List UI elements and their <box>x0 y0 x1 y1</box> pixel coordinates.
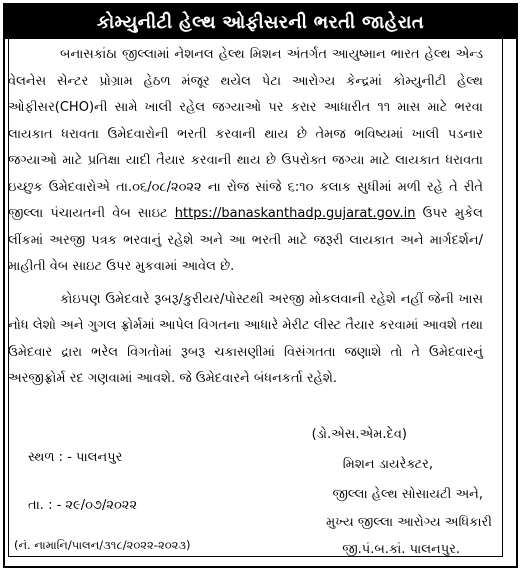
signatory-office: મુખ્ય જીલ્લા આરોગ્ય અધિકારી <box>326 515 492 530</box>
date-line: તા. : - ૨૯/૦૭/૨૦૨૨ <box>28 498 138 513</box>
paragraph-2: કોઇપણ ઉમેદવારે રૂબરૂ/કુરીયર/પોસ્ટથી અરજી મોકલવાની રહેશે નહીં જેની ખાસ નોધ લેશો અને ગુગલ ફ્રોર્મમાં આપેલ વિગતના આધારે મેરીટ લીસ્ટ તૈયાર કરવામાં આવશે તથા ઉમેદવાર દ્રારા ભરેલ વિગતોમાં રૂબરૂ ચકાસણીમાં વિસંગતતા જણાશે તો તે ઉમેદવારનું અરજીફ્રોર્મ રદ ગણવામાં આવશે. જે ઉમેદવારને બંધનકર્તા રહેશે. <box>8 291 483 386</box>
signatory-society: જીલ્લા હેલ્થ સોસાયટી અને, <box>332 487 483 502</box>
notice-title: કોમ્યુનીટી હેલ્થ ઓફીસરની ભરતી જાહેરાત <box>5 5 516 39</box>
paragraph-1-text: બનાસકાંઠા જીલ્લામાં નેશનલ હેલ્થ મિશન અંતર્ગત આયુષ્માન ભારત હેલ્થ એન્ડ વેલનેસ સેન્ટર પ્રોગ્રામ હેઠળ મંજૂર થયેલ પેટા આરોગ્ય કેન્દ્રમાં કોમ્યુનીટી હેલ્થ ઓફીસર(CHO)ની સામે ખાલી રહેલ જગ્યાઓ પર કરાર આધારીત ૧૧ માસ માટે ભરવા લાયકાત ધરાવતા ઉમેદવારોની ભરતી કરવાની થાય છે તેમજ ભવિષ્યમાં ખાલી પડનાર જગ્યાઓ માટે પ્રતિક્ષા યાદી તૈયાર કરવાની થાય છે ઉપરોક્ત જગ્યા માટે લાયકાત ધરાવતા ઇચ્છુક ઉમેદવારોએ તા.૦૬/૦૮/૨૦૨૨ ના રોજ સાંજે ૬:૧૦ કલાક સુધીમાં મળી રહે તે રીતે જીલ્લા પંચાયતની વેબ સાઇટ <box>8 47 483 221</box>
reference-number: (નં. નામાનિ/પાલન/૩૧૮/૨૦૨૨-૨૦૨૩) <box>14 538 191 552</box>
place-line: સ્થળ : - પાલનપુર <box>28 450 123 465</box>
signatory-name: (ડો.એસ.એમ.દેવ) <box>311 427 407 442</box>
website-link[interactable]: https://banaskanthadp.gujarat.gov.in <box>174 206 416 221</box>
notice-body <box>8 42 483 393</box>
paragraph-1-text-end: ઉપર મુકેલ લીંકમાં અરજી પત્રક ભરવાનું રહેશે અને આ ભરતી માટે જરૂરી લાયકાત અને માર્ગદર્શન/ માહીતી વેબ સાઇટ ઉપર મુકવામાં આવેલ છે. <box>8 206 483 274</box>
paragraph-1 <box>8 42 483 281</box>
signatory-designation: મિશન ડાયરેક્ટર, <box>342 457 433 472</box>
signatory-location: જી.પં.બ.કાં. પાલનપુર. <box>342 542 460 557</box>
